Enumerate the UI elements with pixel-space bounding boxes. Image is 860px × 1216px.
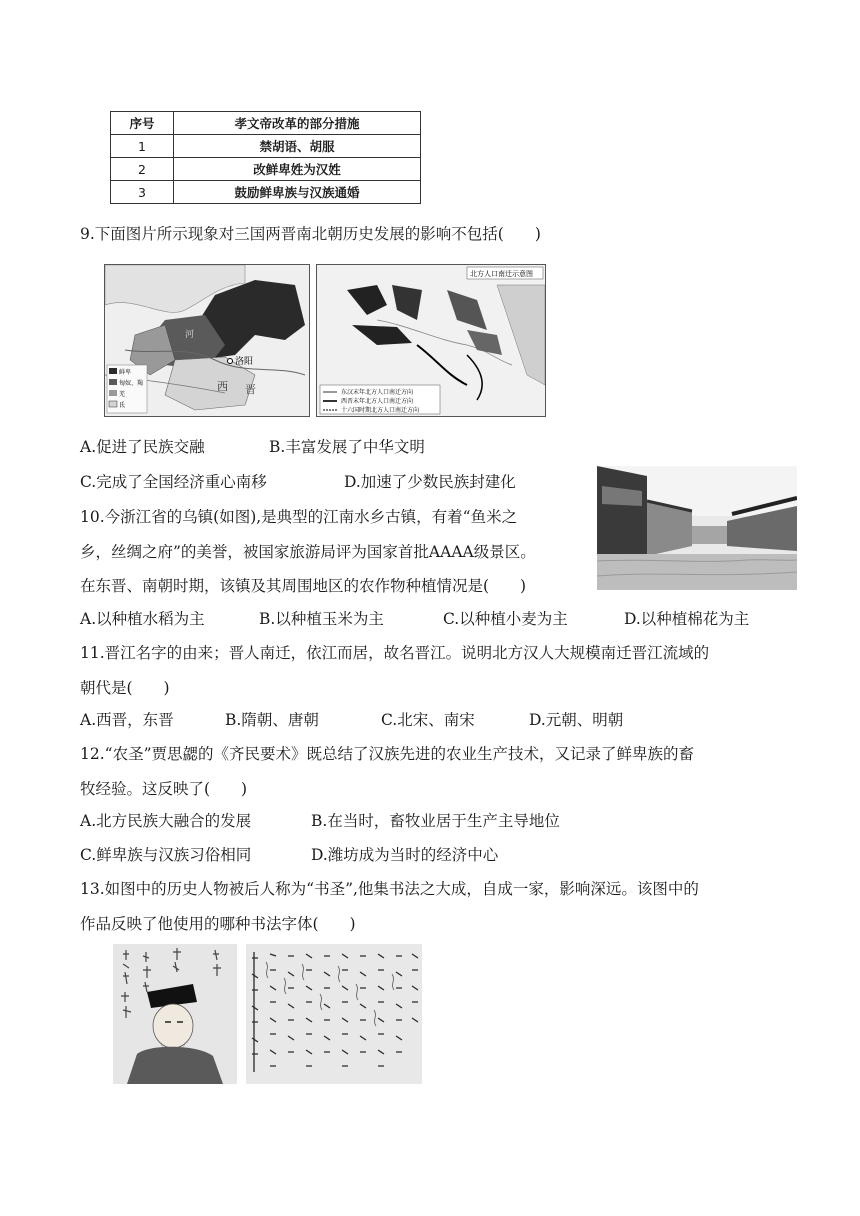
- question-10-stem-line2: 乡，丝绸之府”的美誉，被国家旅游局评为国家首批AAAA级景区。: [80, 543, 536, 561]
- map2-title: 北方人口南迁示意图: [470, 270, 533, 278]
- table-cell: 2: [111, 158, 174, 181]
- question-11-option-a: A.西晋，东晋: [80, 711, 174, 729]
- question-10-stem-line3: 在东晋、南朝时期，该镇及其周围地区的农作物种植情况是( ): [80, 577, 527, 595]
- question-11-option-d: D.元朝、明朝: [529, 711, 624, 729]
- question-9-stem: 9.下面图片所示现象对三国两晋南北朝历史发展的影响不包括( ): [80, 225, 541, 243]
- map2-legend-donghan: 东汉末年北方人口南迁方向: [341, 389, 414, 396]
- map1-legend-di: 氐: [119, 402, 126, 409]
- question-9-option-b: B.丰富发展了中华文明: [269, 438, 425, 456]
- question-9-option-a: A.促进了民族交融: [80, 438, 205, 456]
- map1-legend-qiang: 羌: [119, 391, 126, 398]
- question-11-option-b: B.隋朝、唐朝: [225, 711, 319, 729]
- map2-legend-xijin: 西晋末年北方人口南迁方向: [341, 398, 414, 405]
- question-12-option-a: A.北方民族大融合的发展: [80, 812, 252, 830]
- question-12-stem-line1: 12.“农圣”贾思勰的《齐民要术》既总结了汉族先进的农业生产技术，又记录了鲜卑族的畜: [80, 745, 695, 763]
- question-9-option-c: C.完成了全国经济重心南移: [80, 473, 267, 491]
- table-row: [111, 181, 421, 204]
- map-label-xi: 西: [217, 380, 228, 393]
- ethnic-migration-map: [104, 264, 310, 417]
- calligraphy-work: [246, 944, 422, 1084]
- question-13-stem-line2: 作品反映了他使用的哪种书法字体( ): [80, 915, 356, 933]
- question-10-option-a: A.以种植水稻为主: [80, 610, 205, 628]
- question-11-stem-line1: 11.晋江名字的由来；晋人南迁，依江而居，故名晋江。说明北方汉人大规模南迁晋江流域的: [80, 644, 710, 662]
- question-9-option-d: D.加速了少数民族封建化: [344, 473, 516, 491]
- table-cell: 改鲜卑姓为汉姓: [174, 158, 421, 181]
- table-header-row: [111, 112, 421, 135]
- ethnic-migration-map-svg: [105, 265, 309, 416]
- question-12-option-b: B.在当时，畜牧业居于生产主导地位: [311, 812, 560, 830]
- table-row: [111, 135, 421, 158]
- map-label-jin: 晋: [245, 383, 256, 396]
- question-11-stem-line2: 朝代是( ): [80, 679, 170, 697]
- question-11-option-c: C.北宋、南宋: [381, 711, 475, 729]
- map1-legend-xiongnu: 匈奴、羯: [119, 380, 144, 387]
- map-label-river: 河: [185, 330, 195, 340]
- question-13-stem-line1: 13.如图中的历史人物被后人称为“书圣”,他集书法之大成，自成一家，影响深远。该图中的: [80, 880, 699, 898]
- table-cell: 禁胡语、胡服: [174, 135, 421, 158]
- question-12-option-d: D.潍坊成为当时的经济中心: [311, 846, 499, 864]
- map1-legend-xianbei: 鲜卑: [119, 369, 132, 376]
- table-cell: 鼓励鲜卑族与汉族通婚: [174, 181, 421, 204]
- population-migration-map: [316, 264, 546, 417]
- table-header-cell: 序号: [111, 112, 174, 135]
- table-header-cell: 孝文帝改革的部分措施: [174, 112, 421, 135]
- reform-measures-table: [110, 111, 421, 204]
- map2-legend-shiliuguo: 十六国时期北方人口南迁方向: [341, 407, 420, 414]
- population-migration-map-svg: [317, 265, 545, 416]
- question-10-option-c: C.以种植小麦为主: [443, 610, 568, 628]
- table-row: [111, 158, 421, 181]
- map-label-luoyang: 洛阳: [235, 357, 254, 367]
- calligrapher-portrait: [113, 944, 237, 1084]
- question-10-option-b: B.以种植玉米为主: [259, 610, 384, 628]
- wuzhen-photo-svg: [597, 466, 797, 590]
- question-12-stem-line2: 牧经验。这反映了( ): [80, 780, 248, 798]
- table-cell: 3: [111, 181, 174, 204]
- table-cell: 1: [111, 135, 174, 158]
- question-10-stem-line1: 10.今浙江省的乌镇(如图),是典型的江南水乡古镇，有着“鱼米之: [80, 508, 518, 526]
- question-10-option-d: D.以种植棉花为主: [624, 610, 750, 628]
- wuzhen-photo: [597, 466, 797, 590]
- question-12-option-c: C.鲜卑族与汉族习俗相同: [80, 846, 252, 864]
- calligraphy-work-svg: [246, 944, 422, 1084]
- calligrapher-portrait-svg: [113, 944, 237, 1084]
